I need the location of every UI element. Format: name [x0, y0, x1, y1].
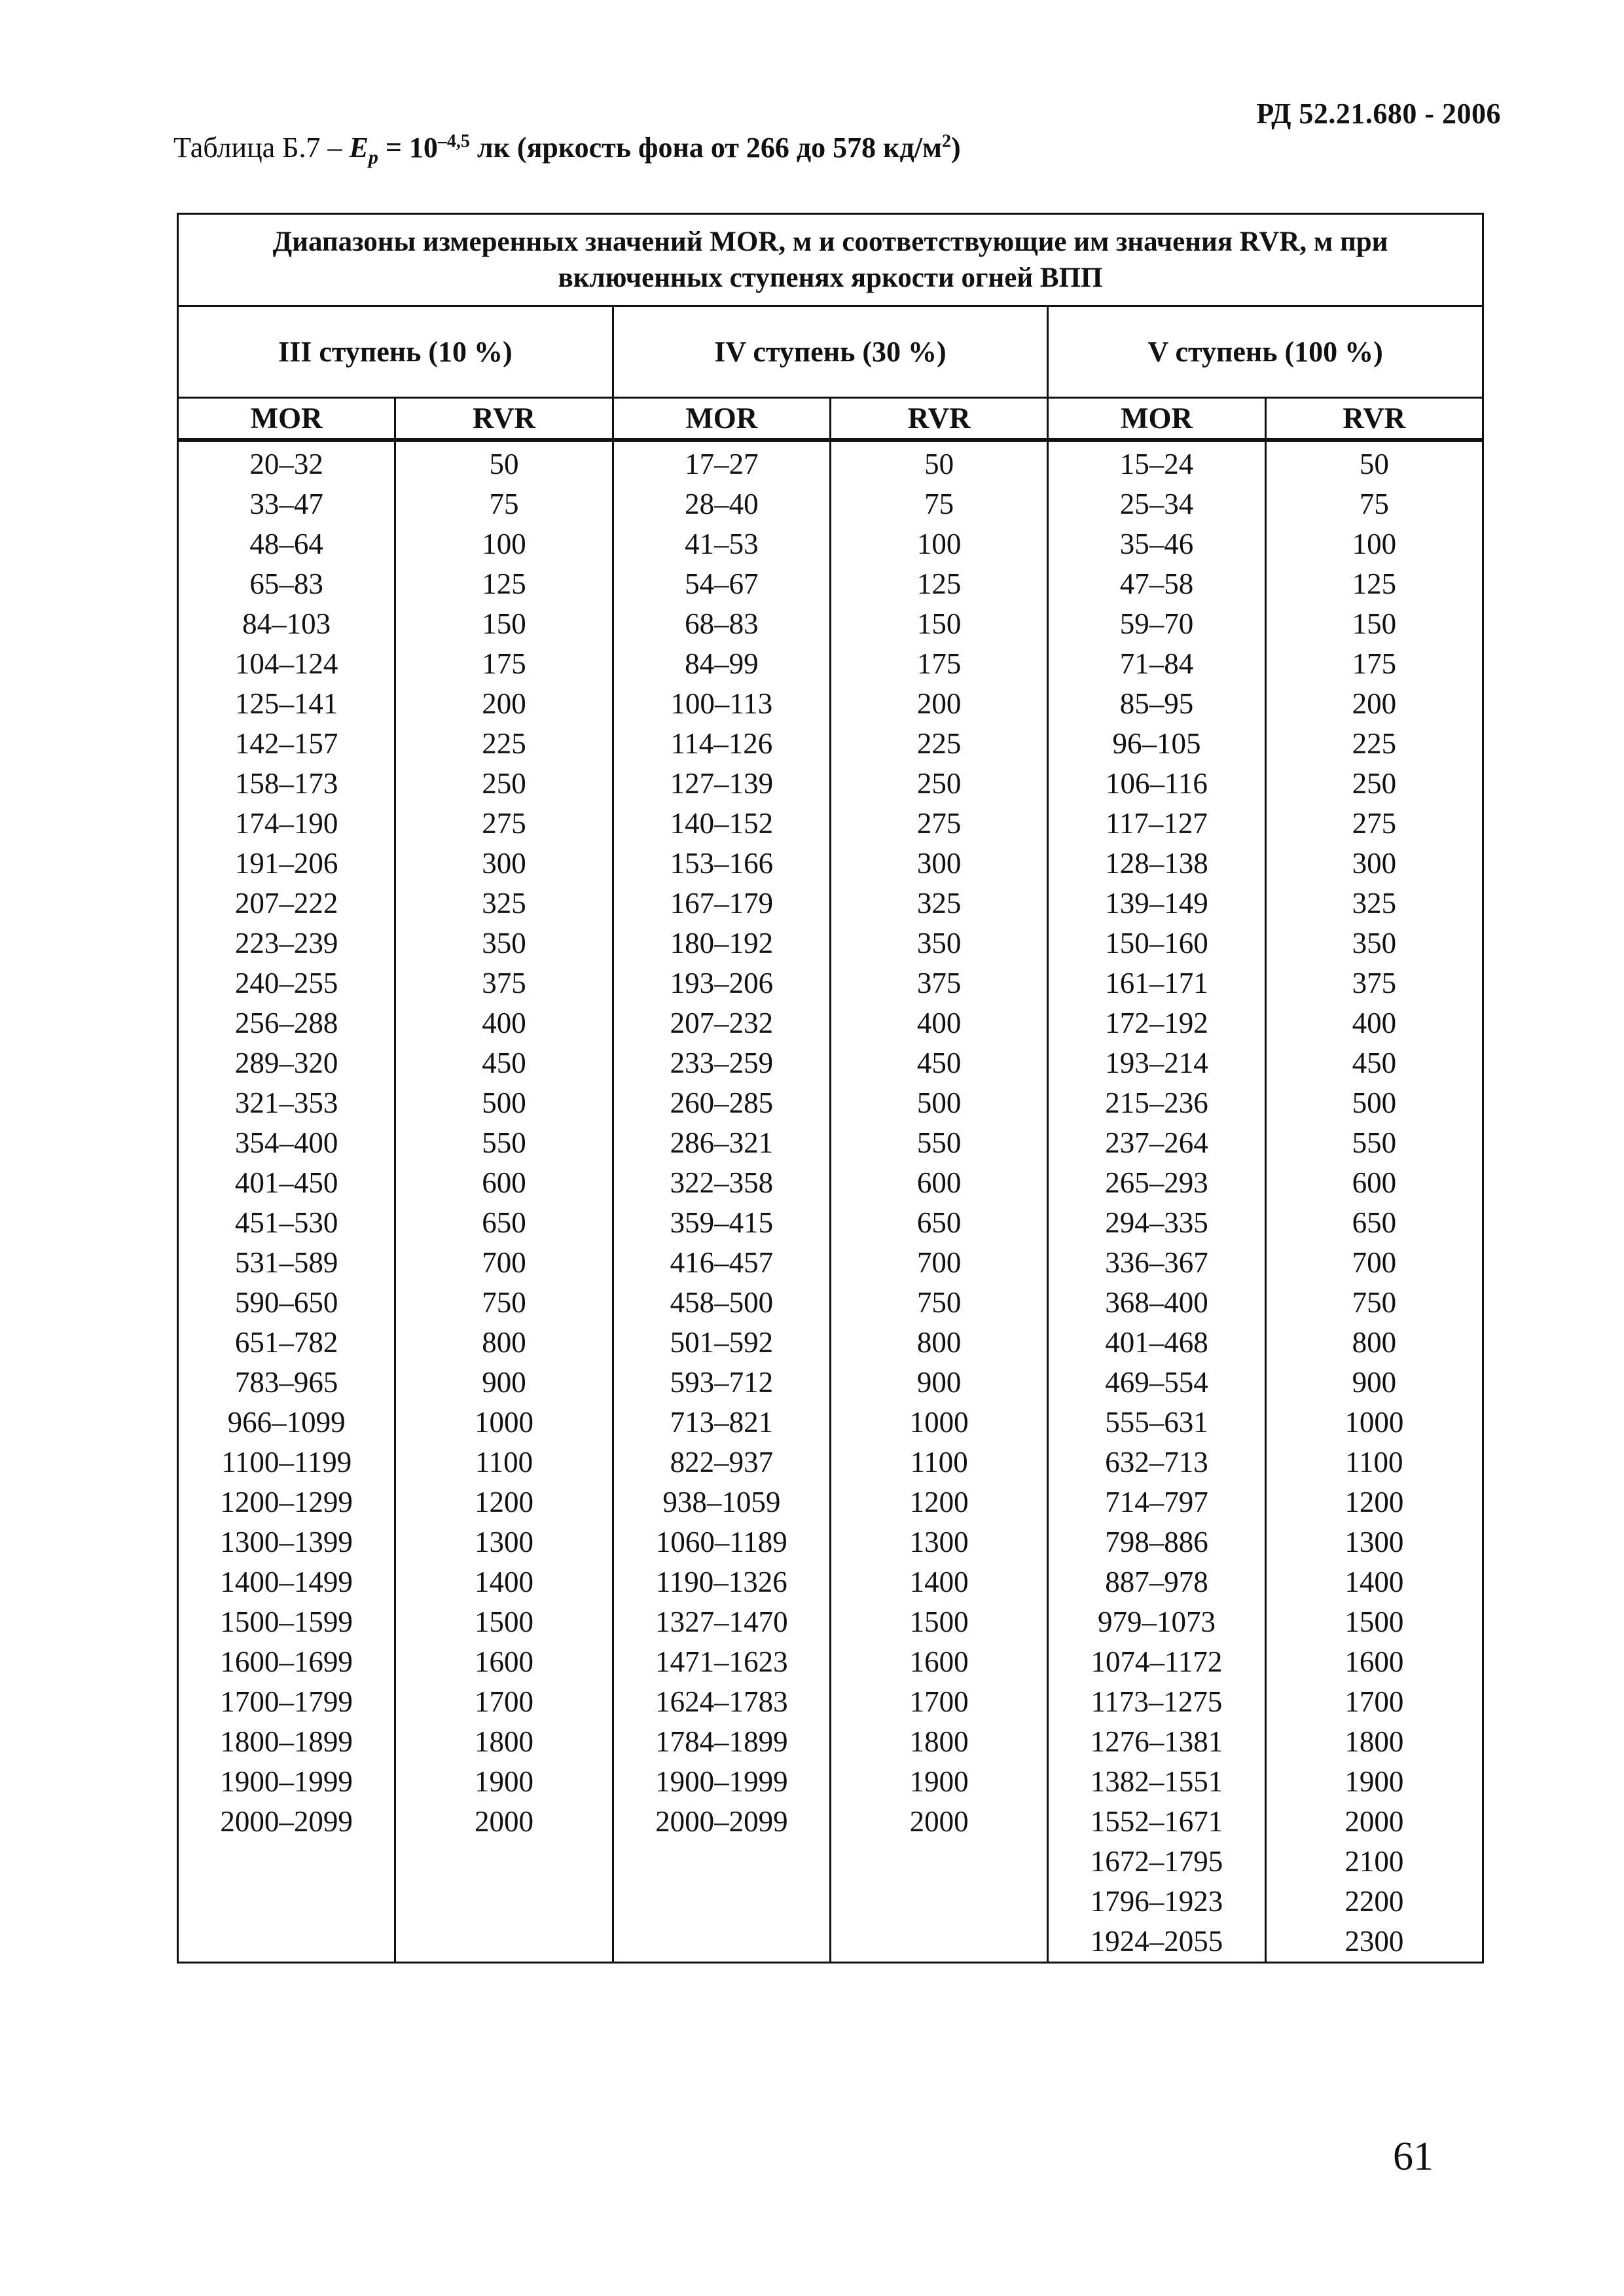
rvr-iv-cell: 175	[830, 644, 1047, 684]
rvr-iii-cell: 750	[395, 1283, 613, 1323]
mor-iii-cell: 354–400	[178, 1123, 395, 1163]
col-header-mor: MOR	[1048, 398, 1265, 440]
mor-iii-cell: 1900–1999	[178, 1762, 395, 1802]
mor-iv-cell: 1471–1623	[613, 1642, 830, 1682]
rvr-iv-cell: 125	[830, 564, 1047, 604]
rvr-iii-cell	[395, 1882, 613, 1922]
rvr-v-cell: 175	[1265, 644, 1483, 684]
mor-iv-cell: 28–40	[613, 484, 830, 524]
rvr-iii-cell: 450	[395, 1043, 613, 1083]
table-row	[178, 1163, 1483, 1203]
rvr-iii-cell: 1100	[395, 1443, 613, 1482]
rvr-v-cell: 75	[1265, 484, 1483, 524]
rvr-v-cell: 200	[1265, 684, 1483, 724]
table-row	[178, 1283, 1483, 1323]
mor-v-cell: 336–367	[1048, 1243, 1265, 1283]
mor-v-cell: 1382–1551	[1048, 1762, 1265, 1802]
mor-v-cell: 85–95	[1048, 684, 1265, 724]
rvr-v-cell: 350	[1265, 924, 1483, 963]
mor-iii-cell: 84–103	[178, 604, 395, 644]
caption-prefix: Таблица Б.7 –	[173, 132, 350, 164]
rvr-iv-cell: 750	[830, 1283, 1047, 1323]
col-header-rvr: RVR	[830, 398, 1047, 440]
rvr-iv-cell: 1000	[830, 1403, 1047, 1443]
mor-iii-cell: 1700–1799	[178, 1682, 395, 1722]
rvr-v-cell: 150	[1265, 604, 1483, 644]
rvr-iv-cell: 325	[830, 884, 1047, 924]
table-row	[178, 1123, 1483, 1163]
table-row	[178, 804, 1483, 844]
rvr-iii-cell: 800	[395, 1323, 613, 1363]
page-number: 61	[1393, 2134, 1434, 2179]
rvr-iv-cell: 1700	[830, 1682, 1047, 1722]
rvr-v-cell: 325	[1265, 884, 1483, 924]
mor-v-cell: 96–105	[1048, 724, 1265, 764]
rvr-iii-cell: 75	[395, 484, 613, 524]
mor-rvr-table	[177, 213, 1484, 1964]
mor-iii-cell: 158–173	[178, 764, 395, 804]
mor-v-cell: 172–192	[1048, 1003, 1265, 1043]
step-header-iii: III ступень (10 %)	[178, 306, 613, 398]
mor-iv-cell: 1327–1470	[613, 1602, 830, 1642]
rvr-iii-cell: 500	[395, 1083, 613, 1123]
rvr-iv-cell: 1900	[830, 1762, 1047, 1802]
mor-iv-cell: 1784–1899	[613, 1722, 830, 1762]
table-row	[178, 963, 1483, 1003]
rvr-v-cell: 375	[1265, 963, 1483, 1003]
mor-iv-cell: 458–500	[613, 1283, 830, 1323]
rvr-iv-cell: 300	[830, 844, 1047, 884]
rvr-v-cell: 2200	[1265, 1882, 1483, 1922]
table-row	[178, 764, 1483, 804]
mor-iv-cell: 41–53	[613, 524, 830, 564]
rvr-iv-cell: 50	[830, 440, 1047, 484]
mor-v-cell: 106–116	[1048, 764, 1265, 804]
rvr-iv-cell: 800	[830, 1323, 1047, 1363]
rvr-v-cell: 500	[1265, 1083, 1483, 1123]
rvr-iv-cell: 1600	[830, 1642, 1047, 1682]
rvr-iii-cell: 125	[395, 564, 613, 604]
mor-iii-cell	[178, 1882, 395, 1922]
mor-iii-cell: 1200–1299	[178, 1482, 395, 1522]
rvr-iv-cell: 400	[830, 1003, 1047, 1043]
step-header-v: V ступень (100 %)	[1048, 306, 1483, 398]
rvr-iv-cell: 1500	[830, 1602, 1047, 1642]
rvr-iii-cell: 350	[395, 924, 613, 963]
rvr-v-cell: 600	[1265, 1163, 1483, 1203]
mor-iv-cell: 84–99	[613, 644, 830, 684]
table-row	[178, 1522, 1483, 1562]
mor-v-cell: 1924–2055	[1048, 1922, 1265, 1963]
rvr-iv-cell: 1100	[830, 1443, 1047, 1482]
rvr-iv-cell: 900	[830, 1363, 1047, 1403]
table-row	[178, 924, 1483, 963]
rvr-iii-cell: 250	[395, 764, 613, 804]
table-row	[178, 1602, 1483, 1642]
mor-iii-cell: 1400–1499	[178, 1562, 395, 1602]
table-row	[178, 1323, 1483, 1363]
mor-v-cell: 632–713	[1048, 1443, 1265, 1482]
rvr-iii-cell: 325	[395, 884, 613, 924]
mor-iii-cell	[178, 1922, 395, 1963]
rvr-v-cell: 225	[1265, 724, 1483, 764]
mor-iii-cell: 783–965	[178, 1363, 395, 1403]
rvr-v-cell: 1000	[1265, 1403, 1483, 1443]
mor-iv-cell	[613, 1842, 830, 1882]
table-row	[178, 884, 1483, 924]
rvr-iv-cell: 1200	[830, 1482, 1047, 1522]
rvr-iii-cell: 2000	[395, 1802, 613, 1842]
mor-iii-cell	[178, 1842, 395, 1882]
mor-iii-cell: 191–206	[178, 844, 395, 884]
mor-iv-cell: 153–166	[613, 844, 830, 884]
mor-iii-cell: 125–141	[178, 684, 395, 724]
mor-iii-cell: 289–320	[178, 1043, 395, 1083]
caption-unit-note: лк (яркость фона от 266 до 578 кд/м	[469, 132, 942, 164]
col-header-rvr: RVR	[395, 398, 613, 440]
rvr-v-cell: 1500	[1265, 1602, 1483, 1642]
rvr-iv-cell: 350	[830, 924, 1047, 963]
table-row	[178, 1882, 1483, 1922]
table-row	[178, 484, 1483, 524]
mor-v-cell: 294–335	[1048, 1203, 1265, 1243]
mor-v-cell: 161–171	[1048, 963, 1265, 1003]
rvr-iv-cell: 225	[830, 724, 1047, 764]
caption-close: )	[950, 132, 961, 164]
rvr-v-cell: 50	[1265, 440, 1483, 484]
mor-iv-cell: 1624–1783	[613, 1682, 830, 1722]
rvr-iv-cell: 1800	[830, 1722, 1047, 1762]
rvr-iii-cell: 650	[395, 1203, 613, 1243]
rvr-v-cell: 125	[1265, 564, 1483, 604]
rvr-iii-cell: 1700	[395, 1682, 613, 1722]
rvr-iii-cell: 1900	[395, 1762, 613, 1802]
mor-iv-cell: 207–232	[613, 1003, 830, 1043]
mor-v-cell: 15–24	[1048, 440, 1265, 484]
mor-v-cell: 35–46	[1048, 524, 1265, 564]
mor-iv-cell	[613, 1922, 830, 1963]
rvr-iii-cell: 1200	[395, 1482, 613, 1522]
mor-iv-cell: 114–126	[613, 724, 830, 764]
mor-iv-cell: 260–285	[613, 1083, 830, 1123]
rvr-v-cell: 2000	[1265, 1802, 1483, 1842]
table-row	[178, 1762, 1483, 1802]
rvr-v-cell: 400	[1265, 1003, 1483, 1043]
rvr-iii-cell: 375	[395, 963, 613, 1003]
rvr-v-cell: 250	[1265, 764, 1483, 804]
mor-iv-cell: 68–83	[613, 604, 830, 644]
table-row	[178, 1243, 1483, 1283]
mor-v-cell: 59–70	[1048, 604, 1265, 644]
mor-iii-cell: 966–1099	[178, 1403, 395, 1443]
mor-iii-cell: 321–353	[178, 1083, 395, 1123]
rvr-iv-cell: 100	[830, 524, 1047, 564]
rvr-iii-cell: 225	[395, 724, 613, 764]
rvr-v-cell: 2100	[1265, 1842, 1483, 1882]
table-row	[178, 1562, 1483, 1602]
mor-iv-cell: 822–937	[613, 1443, 830, 1482]
mor-iv-cell: 713–821	[613, 1403, 830, 1443]
mor-v-cell: 1074–1172	[1048, 1642, 1265, 1682]
mor-v-cell: 714–797	[1048, 1482, 1265, 1522]
mor-iii-cell: 65–83	[178, 564, 395, 604]
mor-iv-cell: 359–415	[613, 1203, 830, 1243]
table-row	[178, 1722, 1483, 1762]
rvr-iii-cell: 600	[395, 1163, 613, 1203]
rvr-iii-cell: 400	[395, 1003, 613, 1043]
rvr-v-cell: 1700	[1265, 1682, 1483, 1722]
table-row	[178, 1363, 1483, 1403]
caption-e-symbol: E	[349, 132, 369, 164]
mor-v-cell: 979–1073	[1048, 1602, 1265, 1642]
rvr-iv-cell	[830, 1882, 1047, 1922]
rvr-iii-cell: 275	[395, 804, 613, 844]
rvr-iii-cell: 550	[395, 1123, 613, 1163]
rvr-iv-cell: 200	[830, 684, 1047, 724]
table-row	[178, 1482, 1483, 1522]
mor-v-cell: 150–160	[1048, 924, 1265, 963]
mor-v-cell: 139–149	[1048, 884, 1265, 924]
mor-iv-cell: 416–457	[613, 1243, 830, 1283]
table-main-header	[178, 214, 1483, 306]
rvr-iv-cell: 2000	[830, 1802, 1047, 1842]
mor-iv-cell: 127–139	[613, 764, 830, 804]
rvr-iv-cell	[830, 1922, 1047, 1963]
mor-iii-cell: 174–190	[178, 804, 395, 844]
mor-iv-cell: 2000–2099	[613, 1802, 830, 1842]
mor-v-cell: 555–631	[1048, 1403, 1265, 1443]
mor-iv-cell	[613, 1882, 830, 1922]
mor-v-cell: 1173–1275	[1048, 1682, 1265, 1722]
table-row	[178, 524, 1483, 564]
mor-v-cell: 798–886	[1048, 1522, 1265, 1562]
rvr-iii-cell: 1500	[395, 1602, 613, 1642]
rvr-iv-cell: 500	[830, 1083, 1047, 1123]
mor-iii-cell: 142–157	[178, 724, 395, 764]
rvr-v-cell: 450	[1265, 1043, 1483, 1083]
mor-v-cell: 128–138	[1048, 844, 1265, 884]
mor-v-cell: 193–214	[1048, 1043, 1265, 1083]
mor-iii-cell: 207–222	[178, 884, 395, 924]
rvr-iii-cell	[395, 1922, 613, 1963]
table-body	[178, 440, 1483, 1963]
step-header-iv: IV ступень (30 %)	[613, 306, 1048, 398]
rvr-iii-cell: 900	[395, 1363, 613, 1403]
rvr-iv-cell: 275	[830, 804, 1047, 844]
mor-iv-cell: 1900–1999	[613, 1762, 830, 1802]
rvr-iv-cell: 375	[830, 963, 1047, 1003]
table-caption	[173, 131, 961, 168]
rvr-v-cell: 1800	[1265, 1722, 1483, 1762]
mor-iii-cell: 1100–1199	[178, 1443, 395, 1482]
table-row	[178, 1043, 1483, 1083]
mor-iv-cell: 1190–1326	[613, 1562, 830, 1602]
table-row	[178, 440, 1483, 484]
mor-iii-cell: 1600–1699	[178, 1642, 395, 1682]
col-header-mor: MOR	[178, 398, 395, 440]
table-row	[178, 684, 1483, 724]
rvr-v-cell: 275	[1265, 804, 1483, 844]
col-header-mor: MOR	[613, 398, 830, 440]
mor-v-cell: 1276–1381	[1048, 1722, 1265, 1762]
table-row	[178, 844, 1483, 884]
table-row	[178, 644, 1483, 684]
rvr-iii-cell: 150	[395, 604, 613, 644]
mor-iv-cell: 322–358	[613, 1163, 830, 1203]
mor-iv-cell: 233–259	[613, 1043, 830, 1083]
rvr-v-cell: 300	[1265, 844, 1483, 884]
rvr-iii-cell: 1400	[395, 1562, 613, 1602]
mor-v-cell: 237–264	[1048, 1123, 1265, 1163]
rvr-iv-cell: 150	[830, 604, 1047, 644]
col-header-rvr: RVR	[1265, 398, 1483, 440]
rvr-iv-cell: 250	[830, 764, 1047, 804]
rvr-iii-cell: 50	[395, 440, 613, 484]
caption-e-subscript: p	[368, 146, 378, 168]
caption-equals: = 10	[378, 132, 438, 164]
rvr-iii-cell: 1800	[395, 1722, 613, 1762]
mor-v-cell: 47–58	[1048, 564, 1265, 604]
mor-v-cell: 1672–1795	[1048, 1842, 1265, 1882]
caption-exponent: –4,5	[437, 131, 470, 152]
mor-iii-cell: 20–32	[178, 440, 395, 484]
rvr-iii-cell: 1300	[395, 1522, 613, 1562]
mor-iv-cell: 54–67	[613, 564, 830, 604]
rvr-iii-cell: 100	[395, 524, 613, 564]
mor-v-cell: 71–84	[1048, 644, 1265, 684]
rvr-iii-cell: 700	[395, 1243, 613, 1283]
rvr-v-cell: 800	[1265, 1323, 1483, 1363]
mor-iii-cell: 240–255	[178, 963, 395, 1003]
table-row	[178, 1203, 1483, 1243]
rvr-v-cell: 1400	[1265, 1562, 1483, 1602]
mor-v-cell: 265–293	[1048, 1163, 1265, 1203]
rvr-v-cell: 550	[1265, 1123, 1483, 1163]
mor-iv-cell: 593–712	[613, 1363, 830, 1403]
mor-iv-cell: 938–1059	[613, 1482, 830, 1522]
rvr-iv-cell: 1400	[830, 1562, 1047, 1602]
table-row	[178, 1642, 1483, 1682]
table-row	[178, 1003, 1483, 1043]
table-row	[178, 1922, 1483, 1963]
mor-v-cell: 368–400	[1048, 1283, 1265, 1323]
rvr-v-cell: 1900	[1265, 1762, 1483, 1802]
mor-iii-cell: 2000–2099	[178, 1802, 395, 1842]
mor-iv-cell: 193–206	[613, 963, 830, 1003]
mor-iv-cell: 501–592	[613, 1323, 830, 1363]
mor-v-cell: 469–554	[1048, 1363, 1265, 1403]
table-row	[178, 564, 1483, 604]
rvr-iv-cell: 550	[830, 1123, 1047, 1163]
mor-iv-cell: 140–152	[613, 804, 830, 844]
table-row	[178, 1682, 1483, 1722]
rvr-v-cell: 650	[1265, 1203, 1483, 1243]
mor-iii-cell: 590–650	[178, 1283, 395, 1323]
mor-v-cell: 1552–1671	[1048, 1802, 1265, 1842]
mor-iii-cell: 1300–1399	[178, 1522, 395, 1562]
caption-unit-power: 2	[941, 131, 951, 152]
mor-iv-cell: 100–113	[613, 684, 830, 724]
mor-iii-cell: 1500–1599	[178, 1602, 395, 1642]
rvr-iv-cell: 700	[830, 1243, 1047, 1283]
table-row	[178, 1403, 1483, 1443]
mor-iv-cell: 180–192	[613, 924, 830, 963]
rvr-iv-cell: 75	[830, 484, 1047, 524]
rvr-iv-cell: 450	[830, 1043, 1047, 1083]
mor-iii-cell: 33–47	[178, 484, 395, 524]
rvr-iii-cell: 200	[395, 684, 613, 724]
mor-iii-cell: 48–64	[178, 524, 395, 564]
rvr-iii-cell: 1000	[395, 1403, 613, 1443]
rvr-v-cell: 750	[1265, 1283, 1483, 1323]
rvr-v-cell: 900	[1265, 1363, 1483, 1403]
table-row	[178, 1443, 1483, 1482]
rvr-v-cell: 1200	[1265, 1482, 1483, 1522]
mor-iv-cell: 286–321	[613, 1123, 830, 1163]
rvr-iv-cell: 600	[830, 1163, 1047, 1203]
table-row	[178, 724, 1483, 764]
rvr-iii-cell: 175	[395, 644, 613, 684]
mor-iv-cell: 167–179	[613, 884, 830, 924]
mor-iii-cell: 104–124	[178, 644, 395, 684]
mor-v-cell: 1796–1923	[1048, 1882, 1265, 1922]
rvr-iii-cell: 300	[395, 844, 613, 884]
document-code: РД 52.21.680 - 2006	[1256, 98, 1501, 130]
mor-iii-cell: 451–530	[178, 1203, 395, 1243]
mor-v-cell: 117–127	[1048, 804, 1265, 844]
table-row	[178, 1842, 1483, 1882]
mor-iii-cell: 531–589	[178, 1243, 395, 1283]
mor-v-cell: 401–468	[1048, 1323, 1265, 1363]
mor-v-cell: 215–236	[1048, 1083, 1265, 1123]
mor-v-cell: 25–34	[1048, 484, 1265, 524]
mor-iv-cell: 17–27	[613, 440, 830, 484]
rvr-v-cell: 1300	[1265, 1522, 1483, 1562]
mor-v-cell: 887–978	[1048, 1562, 1265, 1602]
mor-iii-cell: 256–288	[178, 1003, 395, 1043]
mor-iii-cell: 223–239	[178, 924, 395, 963]
table-row	[178, 604, 1483, 644]
mor-iii-cell: 651–782	[178, 1323, 395, 1363]
rvr-v-cell: 2300	[1265, 1922, 1483, 1963]
rvr-v-cell: 100	[1265, 524, 1483, 564]
mor-iii-cell: 401–450	[178, 1163, 395, 1203]
mor-iv-cell: 1060–1189	[613, 1522, 830, 1562]
mor-iii-cell: 1800–1899	[178, 1722, 395, 1762]
rvr-iv-cell: 650	[830, 1203, 1047, 1243]
rvr-v-cell: 700	[1265, 1243, 1483, 1283]
rvr-iii-cell	[395, 1842, 613, 1882]
rvr-iv-cell	[830, 1842, 1047, 1882]
table-main-header-text: Диапазоны измеренных значений MOR, м и соответствующие им значения RVR, м при включенных ступенях яркости огней ВПП	[272, 226, 1388, 293]
rvr-iii-cell: 1600	[395, 1642, 613, 1682]
rvr-v-cell: 1600	[1265, 1642, 1483, 1682]
table-row	[178, 1083, 1483, 1123]
rvr-v-cell: 1100	[1265, 1443, 1483, 1482]
rvr-iv-cell: 1300	[830, 1522, 1047, 1562]
table-row	[178, 1802, 1483, 1842]
